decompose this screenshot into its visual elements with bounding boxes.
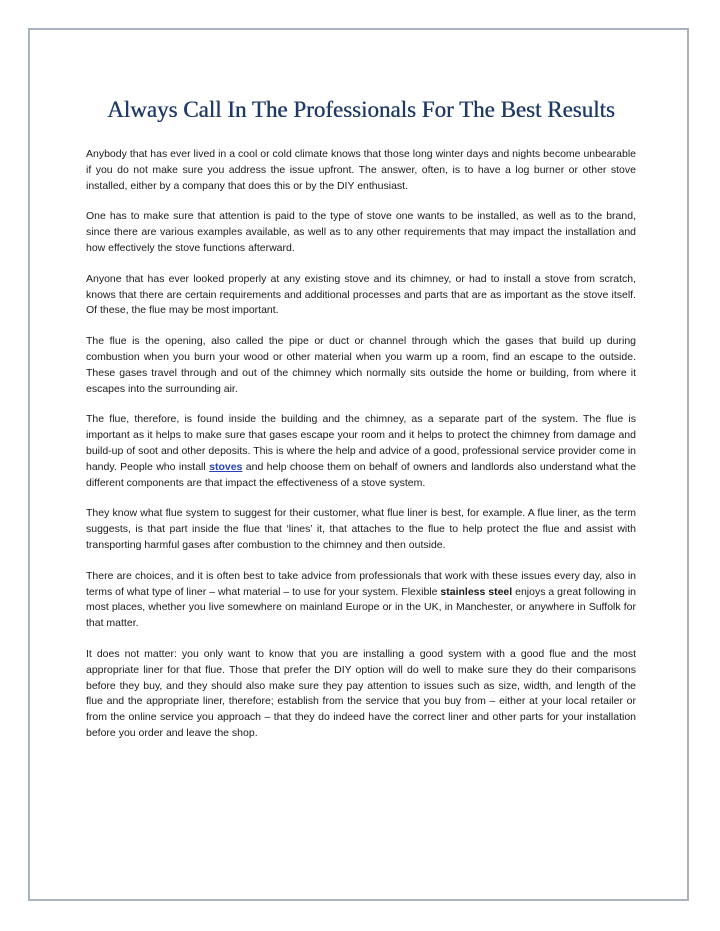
paragraph-7-text-end: enjoys a great following in most places, whether you live somewhere on mainland Europe or in the UK, in Manchester, or anywhere in Suffolk for that matter. [86,585,636,630]
paragraph-7-text-start: There are choices, and it is often best to take advice from professionals that work with these issues every day, also in terms of what type of liner – what material – to use for your system. Flexible [86,569,636,598]
paragraph-5 [86,412,636,491]
paragraph-3: Anyone that has ever looked properly at any existing stove and its chimney, or had to install a stove from scratch, knows that there are certain requirements and additional processes and parts that are as important as the stove itself. Of these, the flue may be most important. [86,272,636,317]
stainless-steel-emphasis: stainless steel [440,585,513,598]
paragraph-1: Anybody that has ever lived in a cool or cold climate knows that those long winter days and nights become unbearable if you do not make sure you address the issue upfront. The answer, often, is to have a log burner or other stove installed, either by a company that does this or by the DIY enthusiast. [86,148,636,192]
document-content [86,94,636,757]
paragraph-5-text-end: and help choose them on behalf of owners and landlords also understand what the different components are that impact the effectiveness of a stove system. [86,460,637,489]
stoves-link[interactable]: stoves [209,460,243,473]
paragraph-4: The flue is the opening, also called the pipe or duct or channel through which the gases that build up during combustion when you burn your wood or other material when you warm up a room, find an escape to the outside. These gases travel through and out of the chimney which normally sits outside the home or building, from where it escapes into the surrounding air. [86,335,636,395]
document-title: Always Call In The Professionals For The Best Results [107,97,615,122]
document-page [28,28,689,901]
paragraph-7 [86,569,636,632]
paragraph-2: One has to make sure that attention is paid to the type of stove one wants to be installed, as well as to the brand, since there are various examples available, as well as to any other requirements that may impact the installation and how effectively the stove functions afterward. [86,210,636,254]
paragraph-6: They know what flue system to suggest for their customer, what flue liner is best, for example. A flue liner, as the term suggests, is that part inside the flue that ‘lines’ it, that attaches to the flue to help protect the flue and assist with transporting harmful gases after combustion to the chimney and then outside. [86,507,636,551]
paragraph-5-text-start: The flue, therefore, is found inside the building and the chimney, as a separate part of the system. The flue is important as it helps to make sure that gases escape your room and it helps to protect the chimney from damage and build-up of soot and other deposits. This is where the help and advice of a good, professional service provider come in handy. People who install [86,413,636,473]
paragraph-8: It does not matter: you only want to know that you are installing a good system with a good flue and the most appropriate liner for that flue. Those that prefer the DIY option will do well to make sure they do their comparisons before they buy, and they should also make sure they pay attention to issues such as size, width, and length of the flue and the appropriate liner, therefore; establish from the service that you buy from – either at your local retailer or from the online service you approach – that they do indeed have the correct liner and other parts for your installation before you order and leave the shop. [86,647,636,739]
